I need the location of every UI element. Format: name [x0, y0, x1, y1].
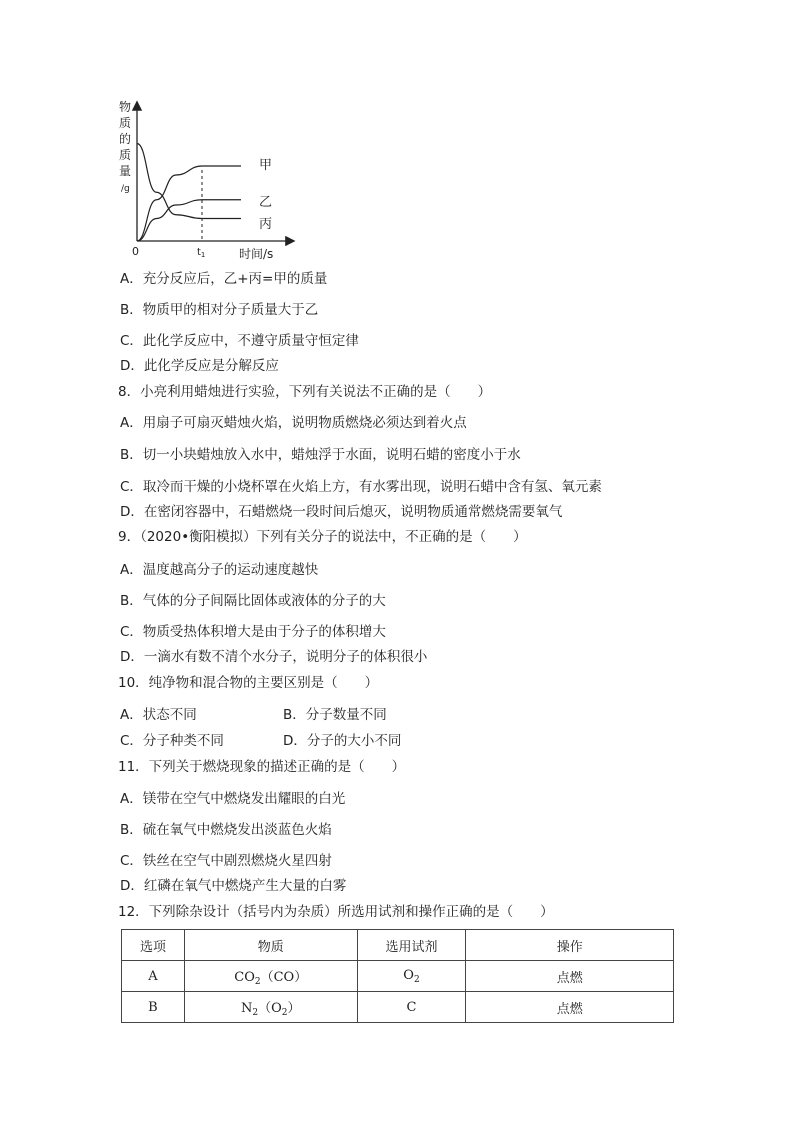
cell-reagent: C	[357, 992, 466, 1023]
q9-option-d: D．一滴水有数不清个水分子，说明分子的体积很小	[120, 649, 428, 665]
y-axis-label-char: 的	[119, 132, 132, 146]
cell-operation: 点燃	[466, 992, 674, 1023]
q8-option-d: D．在密闭容器中，石蜡燃烧一段时间后熄灭，说明物质通常燃烧需要氧气	[120, 504, 563, 520]
y-axis-label-char: 质	[119, 116, 132, 130]
q11-option-d: D．红磷在氧气中燃烧产生大量的白雾	[120, 878, 347, 894]
y-axis-label	[119, 99, 131, 194]
q7-option-a: A．充分反应后，乙+丙=甲的质量	[120, 271, 328, 287]
series-label-yi: 乙	[259, 195, 273, 210]
header-reagent: 选用试剂	[357, 930, 466, 961]
cell-option: A	[122, 961, 185, 992]
mass-time-chart	[115, 95, 305, 270]
q12-table	[121, 929, 674, 1023]
q11-option-a: A．镁带在空气中燃烧发出耀眼的白光	[120, 791, 346, 807]
q10-option-a: A．状态不同	[120, 707, 197, 723]
q11-option-c: C．铁丝在空气中剧烈燃烧火星四射	[120, 853, 332, 869]
q7-option-c: C．此化学反应中，不遵守质量守恒定律	[120, 333, 359, 349]
y-axis-label-char: /g	[121, 184, 130, 194]
q10-stem: 10．纯净物和混合物的主要区别是（ ）	[118, 675, 379, 691]
q8-stem: 8．小亮利用蜡烛进行实验，下列有关说法不正确的是（ ）	[118, 384, 492, 400]
q9-option-a: A．温度越高分子的运动速度越快	[120, 562, 319, 578]
origin-label: 0	[132, 245, 139, 258]
header-option: 选项	[122, 930, 185, 961]
series-line-bing	[137, 144, 241, 219]
y-axis-label-char: 量	[119, 164, 132, 178]
table-row	[122, 992, 674, 1023]
series-line-yi	[137, 200, 241, 241]
q8-option-c: C．取冷而干燥的小烧杯罩在火焰上方，有水雾出现，说明石蜡中含有氢、氧元素	[120, 479, 602, 495]
q9-stem: 9．（2020•衡阳模拟）下列有关分子的说法中，不正确的是（ ）	[118, 529, 527, 545]
table-row	[122, 961, 674, 992]
table-header-row	[122, 930, 674, 961]
cell-substance: $CO_2(CO)$	[184, 961, 357, 992]
series-label-bing: 丙	[259, 217, 273, 232]
series-line-jia	[137, 166, 241, 241]
q8-option-a: A．用扇子可扇灭蜡烛火焰，说明物质燃烧必须达到着火点	[120, 415, 467, 431]
series-label-jia: 甲	[259, 158, 273, 173]
x-axis-label: 时间/s	[239, 247, 274, 261]
header-substance: 物质	[184, 930, 357, 961]
cell-substance: $N_2(O_2)$	[184, 992, 357, 1023]
y-axis-label-char: 质	[119, 148, 132, 162]
header-operation: 操作	[466, 930, 674, 961]
y-axis-label-char: 物	[119, 100, 132, 114]
cell-option: B	[122, 992, 185, 1023]
q8-option-b: B．切一小块蜡烛放入水中，蜡烛浮于水面，说明石蜡的密度小于水	[120, 447, 521, 463]
cell-operation: 点燃	[466, 961, 674, 992]
t1-label: $t_1$	[197, 247, 206, 259]
q10-option-b: B．分子数量不同	[283, 707, 387, 723]
q9-option-c: C．物质受热体积增大是由于分子的体积增大	[120, 624, 386, 640]
q11-option-b: B．硫在氧气中燃烧发出淡蓝色火焰	[120, 822, 332, 838]
q10-option-d: D．分子的大小不同	[283, 733, 402, 749]
q9-option-b: B．气体的分子间隔比固体或液体的分子的大	[120, 593, 386, 609]
cell-reagent: $O_2$	[357, 961, 466, 992]
q11-stem: 11．下列关于燃烧现象的描述正确的是（ ）	[118, 759, 406, 775]
q12-stem: 12．下列除杂设计（括号内为杂质）所选用试剂和操作正确的是（ ）	[118, 904, 554, 920]
q7-option-d: D．此化学反应是分解反应	[120, 358, 279, 374]
q10-option-c: C．分子种类不同	[120, 733, 224, 749]
q7-option-b: B．物质甲的相对分子质量大于乙	[120, 302, 319, 318]
